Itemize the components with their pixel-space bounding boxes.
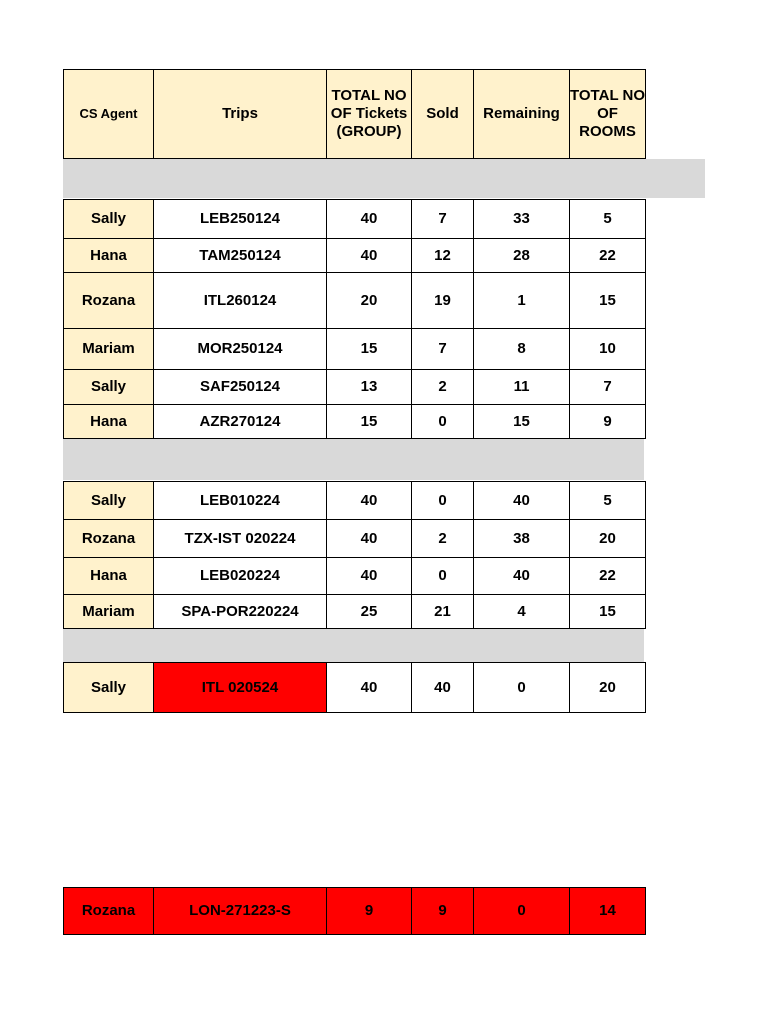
cell-remaining[interactable]: 15: [473, 404, 570, 439]
cell-trip[interactable]: LEB020224: [153, 557, 327, 595]
cell-agent[interactable]: Rozana: [63, 887, 154, 935]
cell-total[interactable]: 40: [326, 199, 412, 239]
section-separator: [63, 628, 644, 662]
section-separator: [63, 159, 705, 198]
cell-remaining[interactable]: 1: [473, 272, 570, 329]
cell-sold[interactable]: 21: [411, 594, 474, 629]
cell-trip[interactable]: TZX-IST 020224: [153, 519, 327, 558]
cell-rooms[interactable]: 15: [569, 594, 646, 629]
cell-total[interactable]: 15: [326, 404, 412, 439]
cell-trip[interactable]: TAM250124: [153, 238, 327, 273]
cell-total[interactable]: 15: [326, 328, 412, 370]
cell-agent[interactable]: Sally: [63, 662, 154, 713]
cell-sold[interactable]: 12: [411, 238, 474, 273]
cell-sold[interactable]: 0: [411, 481, 474, 520]
cell-trip[interactable]: ITL 020524: [153, 662, 327, 713]
header-trips[interactable]: Trips: [153, 69, 327, 159]
cell-remaining[interactable]: 0: [473, 662, 570, 713]
cell-total[interactable]: 40: [326, 557, 412, 595]
cell-agent[interactable]: Rozana: [63, 519, 154, 558]
cell-rooms[interactable]: 7: [569, 369, 646, 405]
cell-rooms[interactable]: 5: [569, 481, 646, 520]
cell-total[interactable]: 25: [326, 594, 412, 629]
cell-agent[interactable]: Hana: [63, 238, 154, 273]
cell-trip[interactable]: ITL260124: [153, 272, 327, 329]
cell-sold[interactable]: 0: [411, 557, 474, 595]
cell-rooms[interactable]: 22: [569, 238, 646, 273]
cell-trip[interactable]: LON-271223-S: [153, 887, 327, 935]
cell-rooms[interactable]: 22: [569, 557, 646, 595]
cell-agent[interactable]: Mariam: [63, 594, 154, 629]
cell-total[interactable]: 9: [326, 887, 412, 935]
cell-total[interactable]: 40: [326, 662, 412, 713]
cell-sold[interactable]: 7: [411, 328, 474, 370]
cell-rooms[interactable]: 10: [569, 328, 646, 370]
cell-trip[interactable]: SAF250124: [153, 369, 327, 405]
cell-agent[interactable]: Sally: [63, 199, 154, 239]
cell-agent[interactable]: Rozana: [63, 272, 154, 329]
cell-agent[interactable]: Sally: [63, 369, 154, 405]
cell-remaining[interactable]: 33: [473, 199, 570, 239]
cell-sold[interactable]: 40: [411, 662, 474, 713]
cell-trip[interactable]: LEB250124: [153, 199, 327, 239]
cell-trip[interactable]: SPA-POR220224: [153, 594, 327, 629]
section-separator: [63, 439, 644, 480]
cell-total[interactable]: 20: [326, 272, 412, 329]
cell-remaining[interactable]: 8: [473, 328, 570, 370]
cell-trip[interactable]: MOR250124: [153, 328, 327, 370]
cell-remaining[interactable]: 40: [473, 557, 570, 595]
cell-remaining[interactable]: 11: [473, 369, 570, 405]
cell-sold[interactable]: 9: [411, 887, 474, 935]
cell-agent[interactable]: Hana: [63, 557, 154, 595]
cell-trip[interactable]: AZR270124: [153, 404, 327, 439]
cell-rooms[interactable]: 5: [569, 199, 646, 239]
cell-trip[interactable]: LEB010224: [153, 481, 327, 520]
cell-agent[interactable]: Sally: [63, 481, 154, 520]
cell-remaining[interactable]: 40: [473, 481, 570, 520]
cell-rooms[interactable]: 20: [569, 519, 646, 558]
cell-total[interactable]: 13: [326, 369, 412, 405]
cell-rooms[interactable]: 14: [569, 887, 646, 935]
cell-sold[interactable]: 2: [411, 519, 474, 558]
cell-sold[interactable]: 7: [411, 199, 474, 239]
cell-sold[interactable]: 0: [411, 404, 474, 439]
cell-total[interactable]: 40: [326, 519, 412, 558]
cell-rooms[interactable]: 9: [569, 404, 646, 439]
cell-remaining[interactable]: 28: [473, 238, 570, 273]
cell-agent[interactable]: Mariam: [63, 328, 154, 370]
header-total_tickets[interactable]: TOTAL NO OF Tickets (GROUP): [326, 69, 412, 159]
header-total_rooms[interactable]: TOTAL NO OF ROOMS: [569, 69, 646, 159]
cell-remaining[interactable]: 4: [473, 594, 570, 629]
cell-rooms[interactable]: 15: [569, 272, 646, 329]
cell-total[interactable]: 40: [326, 238, 412, 273]
cell-sold[interactable]: 19: [411, 272, 474, 329]
cell-remaining[interactable]: 38: [473, 519, 570, 558]
header-sold[interactable]: Sold: [411, 69, 474, 159]
cell-agent[interactable]: Hana: [63, 404, 154, 439]
cell-total[interactable]: 40: [326, 481, 412, 520]
cell-rooms[interactable]: 20: [569, 662, 646, 713]
cell-remaining[interactable]: 0: [473, 887, 570, 935]
header-agent[interactable]: CS Agent: [63, 69, 154, 159]
cell-sold[interactable]: 2: [411, 369, 474, 405]
header-remaining[interactable]: Remaining: [473, 69, 570, 159]
